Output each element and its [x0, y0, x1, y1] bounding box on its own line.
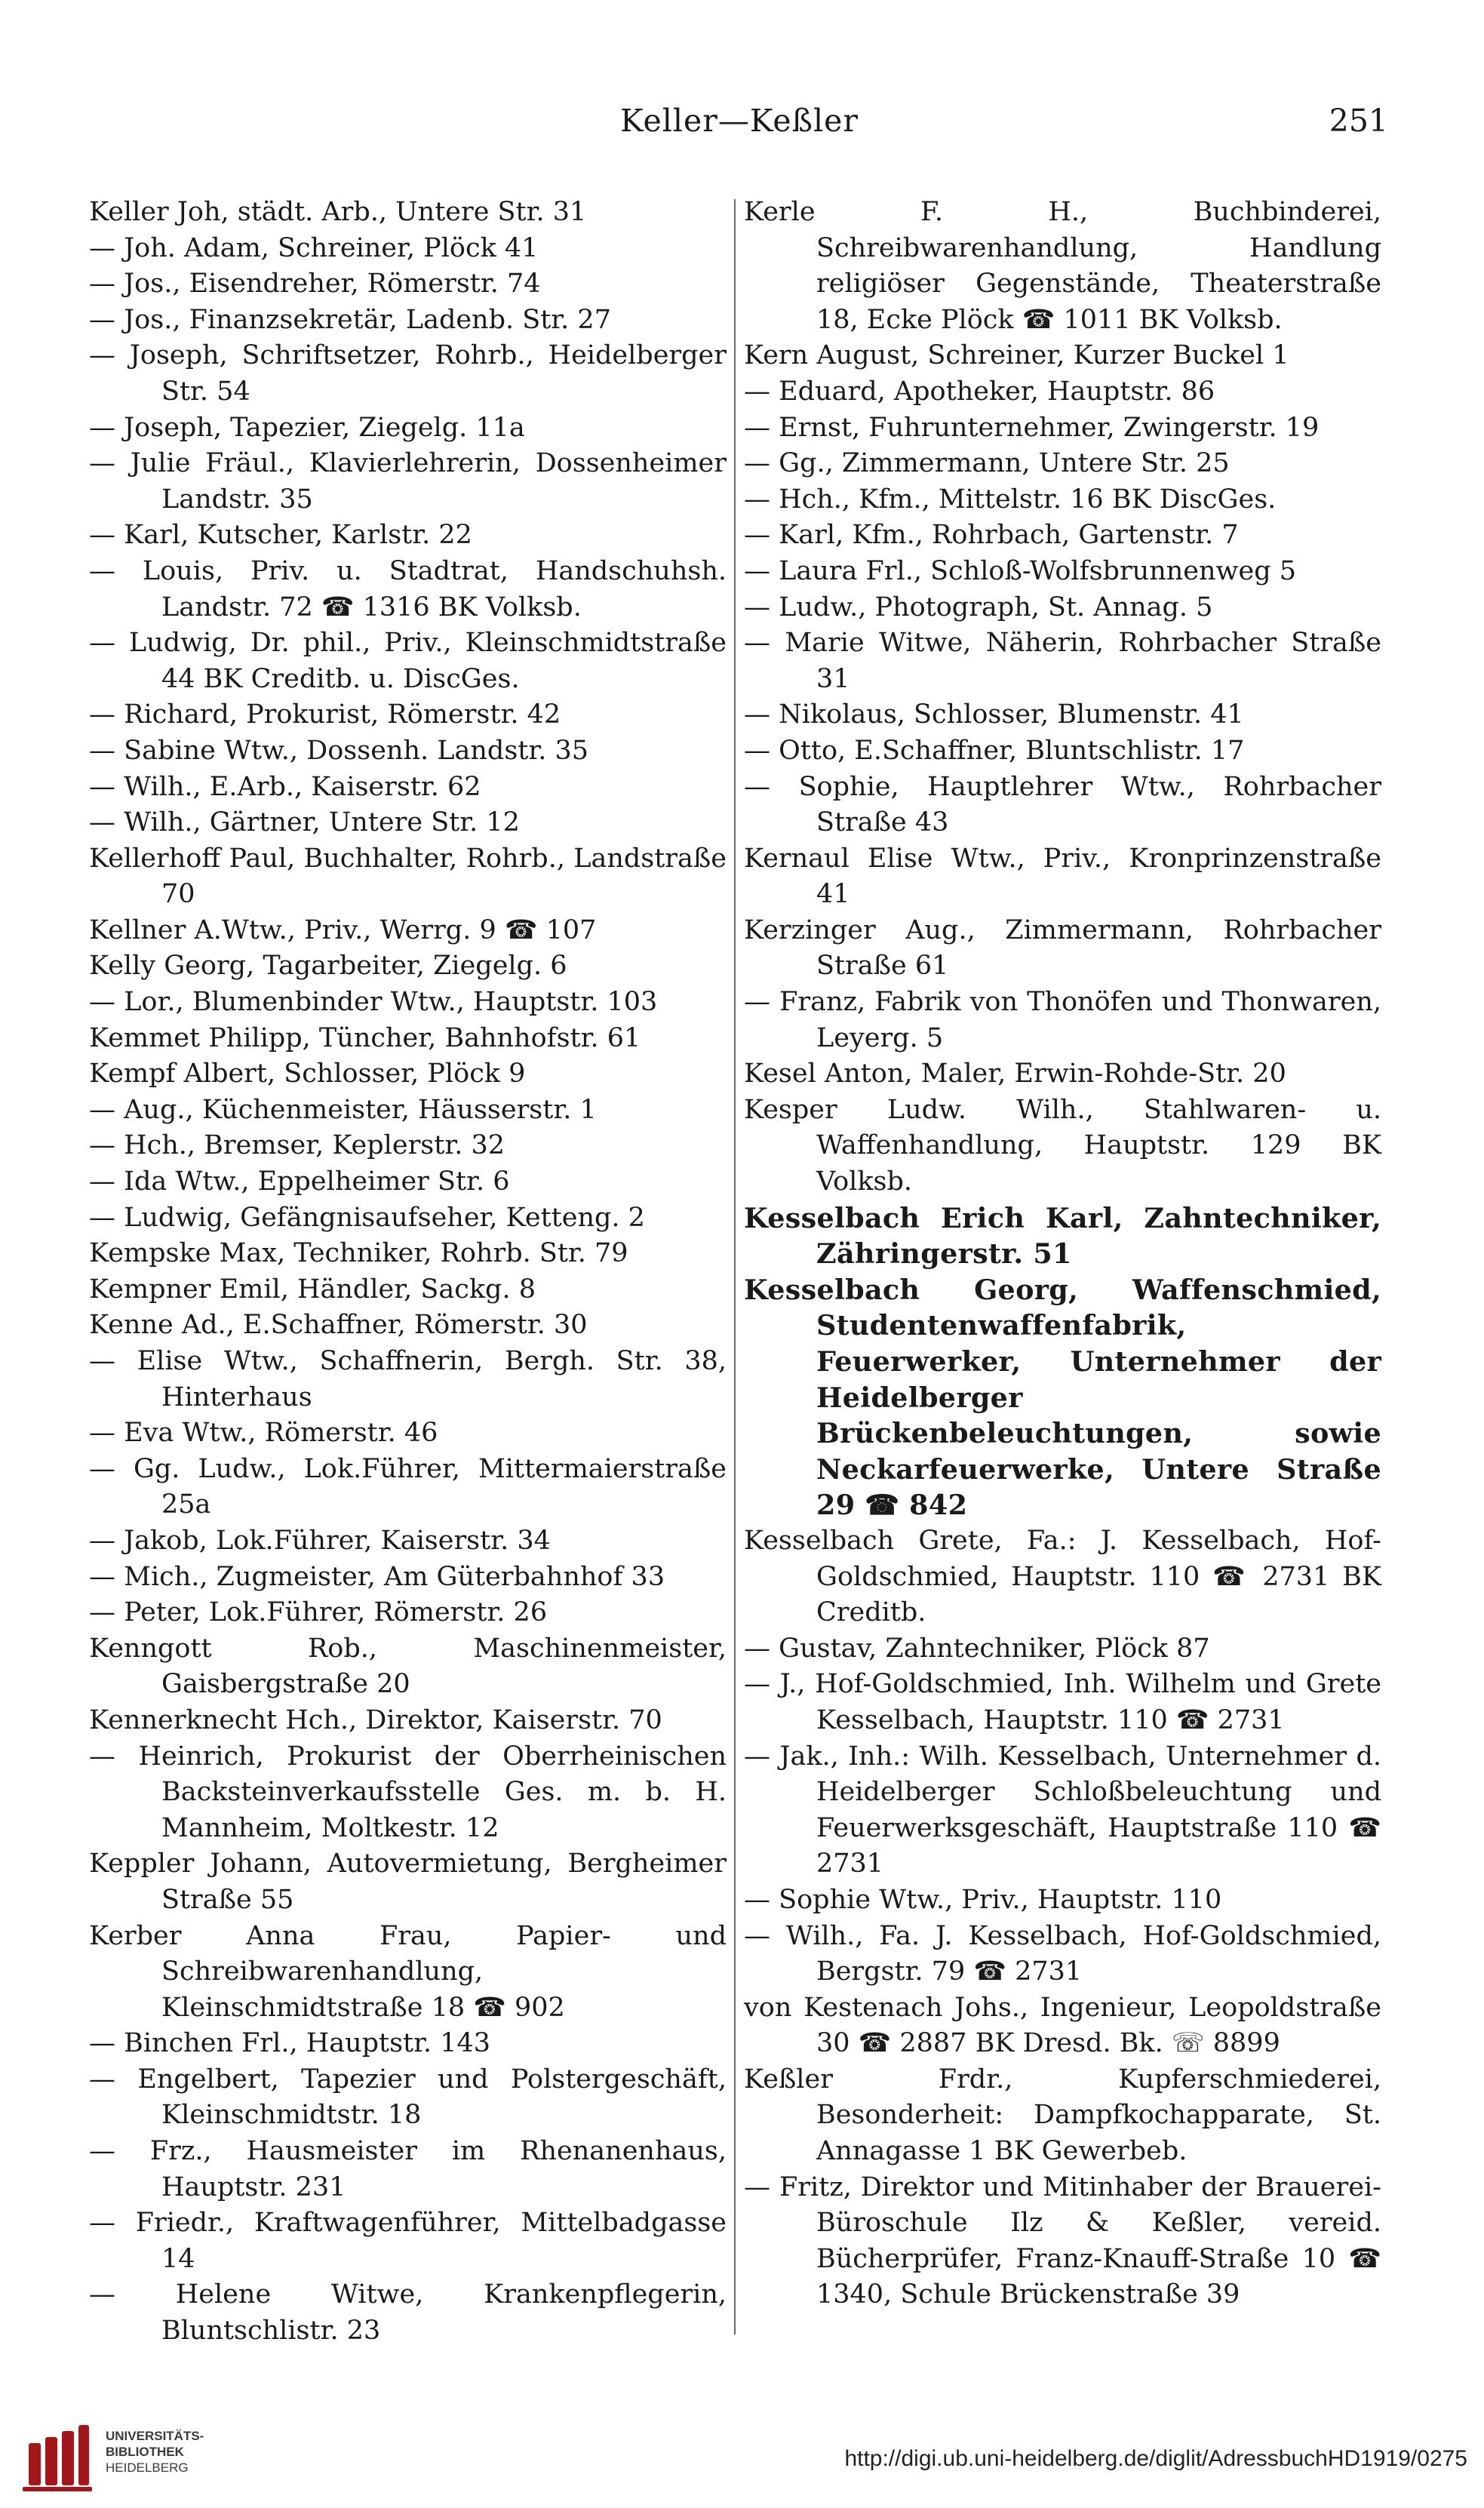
directory-entry: von Kestenach Johs., Ingenieur, Leopoldstraße 30 ☎ 2887 BK Dresd. Bk. ☏ 8899: [744, 1992, 1381, 2059]
directory-entry: — Jakob, Lok.Führer, Kaiserstr. 34: [89, 1525, 551, 1556]
directory-entry: — Laura Frl., Schloß-Wolfsbrunnenweg 5: [744, 555, 1297, 586]
directory-entry: — Otto, E.Schaffner, Bluntschlistr. 17: [744, 735, 1245, 766]
directory-entry: — Sabine Wtw., Dossenh. Landstr. 35: [89, 735, 589, 766]
directory-entry: — Aug., Küchenmeister, Häusserstr. 1: [89, 1094, 597, 1125]
directory-entry: Kennerknecht Hch., Direktor, Kaiserstr. 70: [89, 1704, 662, 1735]
directory-entry: — Gg. Ludw., Lok.Führer, Mittermaierstraße 25a: [89, 1453, 727, 1520]
directory-entry: — Marie Witwe, Näherin, Rohrbacher Straße 31: [744, 628, 1381, 694]
directory-entry: Kempner Emil, Händler, Sackg. 8: [89, 1274, 536, 1305]
directory-entry: Kelly Georg, Tagarbeiter, Ziegelg. 6: [89, 951, 567, 982]
directory-entry: — Engelbert, Tapezier und Polstergeschäft, Kleinschmidtstr. 18: [89, 2064, 727, 2131]
directory-entry: Kerber Anna Frau, Papier- und Schreibwarenhandlung, Kleinschmidtstraße 18 ☎ 902: [89, 1920, 727, 2023]
page-footer: [0, 2411, 1484, 2508]
directory-entry: — Fritz, Direktor und Mitinhaber der Brauerei-Büroschule Ilz & Keßler, vereid. Bücherprüfer, Franz-Knauff-Straße 10 ☎ 1340, Schule Brückenstraße 39: [744, 2171, 1381, 2310]
directory-entry: — Gg., Zimmermann, Untere Str. 25: [744, 448, 1230, 479]
directory-entry: Keller Joh, städt. Arb., Untere Str. 31: [89, 197, 587, 227]
directory-entry: — Hch., Bremser, Keplerstr. 32: [89, 1130, 505, 1161]
directory-entry: Kerzinger Aug., Zimmermann, Rohrbacher Straße 61: [744, 914, 1381, 982]
directory-entry: — Gustav, Zahntechniker, Plöck 87: [744, 1633, 1210, 1664]
directory-entry: — Richard, Prokurist, Römerstr. 42: [89, 699, 561, 730]
directory-entry: — Helene Witwe, Krankenpflegerin, Bluntschlistr. 23: [89, 2279, 727, 2347]
directory-entry: — Franz, Fabrik von Thonöfen und Thonwaren, Leyerg. 5: [744, 987, 1381, 1053]
source-url-link[interactable]: http://digi.ub.uni-heidelberg.de/diglit/AdressbuchHD1919/0275: [844, 2446, 1467, 2471]
directory-entry: — Eduard, Apotheker, Hauptstr. 86: [744, 376, 1215, 407]
directory-entry: — Karl, Kfm., Rohrbach, Gartenstr. 7: [744, 520, 1239, 551]
directory-entry: — Binchen Frl., Hauptstr. 143: [89, 2028, 491, 2059]
directory-entry: — Ernst, Fuhrunternehmer, Zwingerstr. 19: [744, 412, 1320, 443]
running-head: Keller—Keßler: [619, 103, 859, 139]
directory-entry: — Frz., Hausmeister im Rhenanenhaus, Hauptstr. 231: [89, 2136, 727, 2202]
directory-entry: — Elise Wtw., Schaffnerin, Bergh. Str. 38, Hinterhaus: [89, 1346, 727, 1412]
directory-entry: — Friedr., Kraftwagenführer, Mittelbadgasse 14: [89, 2208, 727, 2274]
directory-entry: — Jos., Eisendreher, Römerstr. 74: [89, 269, 541, 300]
directory-entry: — Wilh., Gärtner, Untere Str. 12: [89, 807, 520, 838]
left-column: [89, 195, 727, 2350]
library-logo-icon: [14, 2420, 97, 2496]
directory-entry: — Lor., Blumenbinder Wtw., Hauptstr. 103: [89, 987, 658, 1018]
directory-entry: Keßler Frdr., Kupferschmiederei, Besonderheit: Dampfkochapparate, St. Annagasse 1 BK Gewerbeb.: [744, 2064, 1381, 2167]
directory-entry: — Ludw., Photograph, St. Annag. 5: [744, 592, 1213, 622]
column-divider: [734, 199, 736, 2334]
directory-entry: Kerle F. H., Buchbinderei, Schreibwarenhandlung, Handlung religiöser Gegenstände, Theaterstraße 18, Ecke Plöck ☎ 1011 BK Volksb.: [744, 197, 1381, 335]
page-header: [91, 97, 1388, 142]
directory-entry: Kesselbach Georg, Waffenschmied, Studentenwaffenfabrik, Feuerwerker, Unternehmer der Heidelberger Brückenbeleuchtungen, sowie Neckarfeuerwerke, Untere Straße 29 ☎ 842: [744, 1273, 1381, 1522]
directory-entry: Kempf Albert, Schlosser, Plöck 9: [89, 1059, 526, 1090]
directory-entry: Kemmet Philipp, Tüncher, Bahnhofstr. 61: [89, 1022, 641, 1053]
directory-entry: Kellner A.Wtw., Priv., Werrg. 9 ☎ 107: [89, 914, 597, 945]
directory-entry: Kempske Max, Techniker, Rohrb. Str. 79: [89, 1238, 628, 1269]
directory-entry: — Sophie Wtw., Priv., Hauptstr. 110: [744, 1884, 1222, 1915]
directory-entry: — Heinrich, Prokurist der Oberrheinischen Backsteinverkaufsstelle Ges. m. b. H. Mannheim, Moltkestr. 12: [89, 1741, 727, 1843]
directory-entry: — Joseph, Tapezier, Ziegelg. 11a: [89, 412, 525, 443]
directory-entry: — Ludwig, Gefängnisaufseher, Ketteng. 2: [89, 1202, 645, 1233]
directory-entry: Kernaul Elise Wtw., Priv., Kronprinzenstraße 41: [744, 843, 1381, 910]
directory-entry: — Mich., Zugmeister, Am Güterbahnhof 33: [89, 1561, 665, 1592]
directory-entry: Kesel Anton, Maler, Erwin-Rohde-Str. 20: [744, 1059, 1286, 1090]
directory-entry: — Ida Wtw., Eppelheimer Str. 6: [89, 1166, 510, 1197]
directory-entry: Kern August, Schreiner, Kurzer Buckel 1: [744, 340, 1289, 371]
library-name: UNIVERSITÄTS- BIBLIOTHEK HEIDELBERG: [106, 2429, 204, 2475]
directory-entry: — Joseph, Schriftsetzer, Rohrb., Heidelberger Str. 54: [89, 340, 727, 407]
directory-entry: Kenngott Rob., Maschinenmeister, Gaisbergstraße 20: [89, 1633, 727, 1700]
directory-entry: — Jos., Finanzsekretär, Ladenb. Str. 27: [89, 304, 611, 335]
directory-entry: Kesper Ludw. Wilh., Stahlwaren- u. Waffenhandlung, Hauptstr. 129 BK Volksb.: [744, 1094, 1381, 1197]
directory-entry: — Karl, Kutscher, Karlstr. 22: [89, 520, 472, 551]
directory-entry: Kenne Ad., E.Schaffner, Römerstr. 30: [89, 1310, 588, 1341]
directory-entry: — Peter, Lok.Führer, Römerstr. 26: [89, 1597, 548, 1628]
directory-entry: — Julie Fräul., Klavierlehrerin, Dossenheimer Landstr. 35: [89, 448, 727, 515]
page-number: 251: [1329, 103, 1388, 139]
directory-entry: — Louis, Priv. u. Stadtrat, Handschuhsh. Landstr. 72 ☎ 1316 BK Volksb.: [89, 555, 727, 622]
directory-entry: Kellerhoff Paul, Buchhalter, Rohrb., Landstraße 70: [89, 843, 727, 910]
directory-entry: — Wilh., E.Arb., Kaiserstr. 62: [89, 771, 481, 802]
directory-entry: — J., Hof-Goldschmied, Inh. Wilhelm und Grete Kesselbach, Hauptstr. 110 ☎ 2731: [744, 1669, 1381, 1735]
directory-entry: — Jak., Inh.: Wilh. Kesselbach, Unternehmer d. Heidelberger Schloßbeleuchtung und Feuerwerksgeschäft, Hauptstraße 110 ☎ 2731: [744, 1741, 1381, 1879]
directory-entry: — Ludwig, Dr. phil., Priv., Kleinschmidtstraße 44 BK Creditb. u. DiscGes.: [89, 628, 727, 694]
directory-entry: — Nikolaus, Schlosser, Blumenstr. 41: [744, 699, 1244, 730]
directory-entry: — Joh. Adam, Schreiner, Plöck 41: [89, 232, 539, 263]
directory-columns: [89, 195, 1394, 2383]
directory-entry: Keppler Johann, Autovermietung, Bergheimer Straße 55: [89, 1849, 727, 1915]
directory-entry: — Wilh., Fa. J. Kesselbach, Hof-Goldschmied, Bergstr. 79 ☎ 2731: [744, 1920, 1381, 1987]
directory-entry: Kesselbach Grete, Fa.: J. Kesselbach, Hof-Goldschmied, Hauptstr. 110 ☎ 2731 BK Creditb.: [744, 1525, 1381, 1628]
right-column: [744, 195, 1381, 2313]
directory-entry: — Sophie, Hauptlehrer Wtw., Rohrbacher Straße 43: [744, 771, 1381, 838]
directory-entry: Kesselbach Erich Karl, Zahntechniker, Zähringerstr. 51: [744, 1201, 1381, 1271]
directory-entry: — Eva Wtw., Römerstr. 46: [89, 1418, 438, 1449]
directory-entry: — Hch., Kfm., Mittelstr. 16 BK DiscGes.: [744, 484, 1277, 515]
